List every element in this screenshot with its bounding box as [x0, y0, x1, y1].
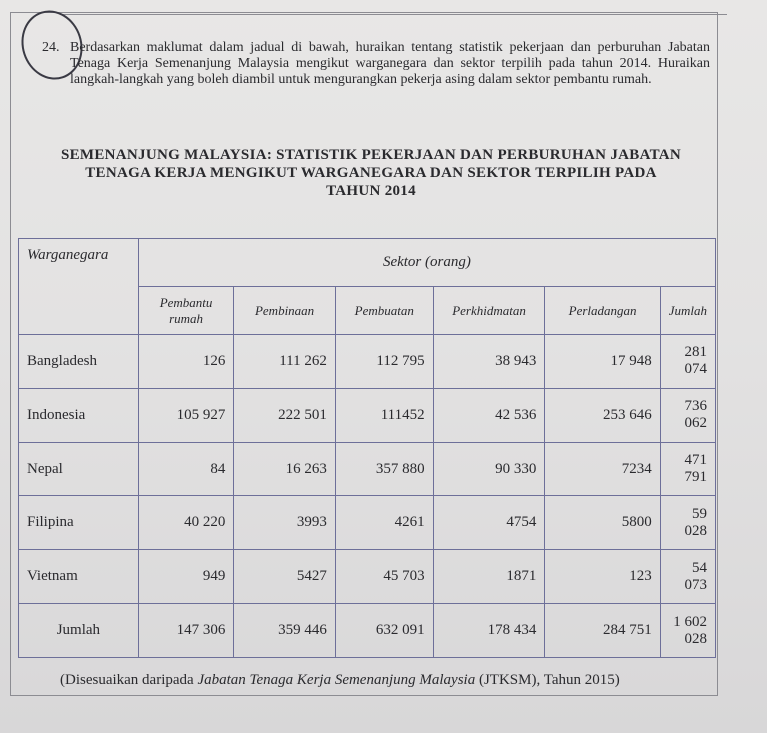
row-label: Vietnam	[19, 550, 139, 604]
table-cell: 253 646	[545, 388, 660, 442]
table-cell: 284 751	[545, 604, 660, 658]
table-cell: 17 948	[545, 335, 660, 389]
table-cell: 4261	[335, 496, 433, 550]
table-cell: 3993	[234, 496, 336, 550]
header-sektor: Sektor (orang)	[138, 239, 715, 287]
source-suffix: (JTKSM), Tahun 2015)	[475, 672, 620, 688]
table-title-line-2: TENAGA KERJA MENGIKUT WARGANEGARA DAN SEKTOR TERPILIH PADA	[85, 165, 657, 181]
table-row	[19, 442, 716, 496]
header-warganegara: Warganegara	[19, 239, 139, 335]
table-cell: 632 091	[335, 604, 433, 658]
question-text: Berdasarkan maklumat dalam jadual di bawah, huraikan tentang statistik pekerjaan dan perburuhan Jabatan Tenaga Kerja Semenanjung Malaysia mengikut warganegara dan sektor terpilih pada tahun 2014. Huraikan langkah-langkah yang boleh diambil untuk mengurangkan pekerja asing dalam sektor pembantu rumah.	[70, 40, 710, 87]
table-cell: 1 602 028	[660, 604, 715, 658]
table-cell: 281 074	[660, 335, 715, 389]
source-citation	[60, 672, 760, 689]
column-header: Perkhidmatan	[433, 287, 545, 335]
table-cell: 359 446	[234, 604, 336, 658]
table-total-row	[19, 604, 716, 658]
table-cell: 178 434	[433, 604, 545, 658]
table-cell: 7234	[545, 442, 660, 496]
table-cell: 84	[138, 442, 234, 496]
table-row	[19, 388, 716, 442]
table-title-line-3: TAHUN 2014	[326, 183, 416, 199]
row-label: Nepal	[19, 442, 139, 496]
table-cell: 5800	[545, 496, 660, 550]
column-header: Pembantu rumah	[138, 287, 234, 335]
table-cell: 54 073	[660, 550, 715, 604]
table-cell: 59 028	[660, 496, 715, 550]
statistics-table	[18, 238, 716, 658]
column-header: Pembuatan	[335, 287, 433, 335]
column-header: Perladangan	[545, 287, 660, 335]
table-cell: 40 220	[138, 496, 234, 550]
table-cell: 90 330	[433, 442, 545, 496]
table-row	[19, 550, 716, 604]
table-cell: 471 791	[660, 442, 715, 496]
table-cell: 16 263	[234, 442, 336, 496]
table-title-line-1: SEMENANJUNG MALAYSIA: STATISTIK PEKERJAAN DAN PERBURUHAN JABATAN	[60, 147, 682, 163]
row-label: Bangladesh	[19, 335, 139, 389]
table-title	[26, 146, 716, 200]
table-row	[19, 335, 716, 389]
table-cell: 949	[138, 550, 234, 604]
table-cell: 111 262	[234, 335, 336, 389]
question-number: 24.	[42, 40, 60, 55]
row-label: Filipina	[19, 496, 139, 550]
table-row	[19, 496, 716, 550]
table-cell: 126	[138, 335, 234, 389]
row-label: Indonesia	[19, 388, 139, 442]
row-label: Jumlah	[19, 604, 139, 658]
table-cell: 45 703	[335, 550, 433, 604]
table-cell: 112 795	[335, 335, 433, 389]
table-cell: 111452	[335, 388, 433, 442]
table-cell: 1871	[433, 550, 545, 604]
column-header: Jumlah	[660, 287, 715, 335]
source-italic: Jabatan Tenaga Kerja Semenanjung Malaysia	[197, 672, 476, 688]
table-cell: 4754	[433, 496, 545, 550]
table-cell: 357 880	[335, 442, 433, 496]
source-prefix: (Disesuaikan daripada	[60, 672, 198, 688]
table-cell: 222 501	[234, 388, 336, 442]
table-cell: 5427	[234, 550, 336, 604]
table-cell: 147 306	[138, 604, 234, 658]
table-cell: 123	[545, 550, 660, 604]
table-cell: 736 062	[660, 388, 715, 442]
table-cell: 42 536	[433, 388, 545, 442]
column-header: Pembinaan	[234, 287, 336, 335]
table-cell: 38 943	[433, 335, 545, 389]
table-cell: 105 927	[138, 388, 234, 442]
